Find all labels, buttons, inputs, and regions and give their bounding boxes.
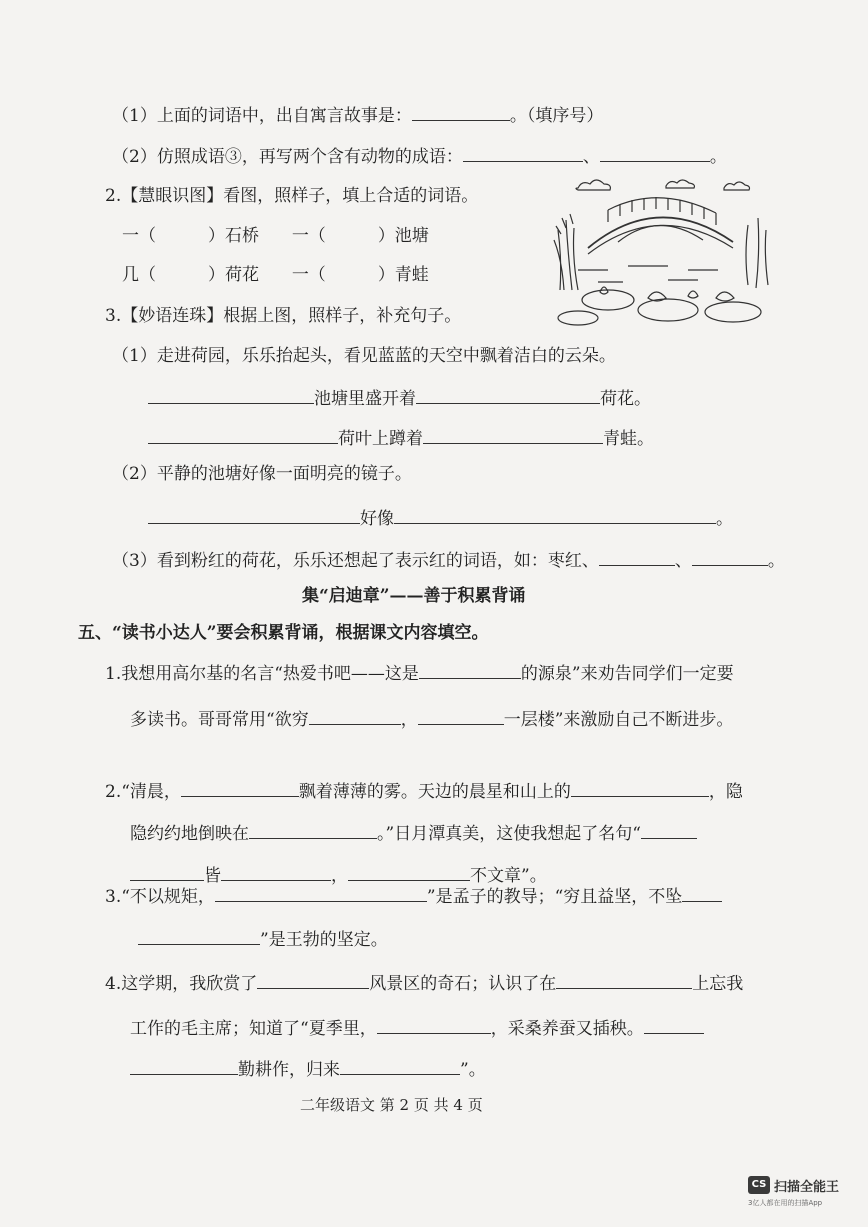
q3-s1-b-text: 荷叶上蹲着 bbox=[338, 429, 423, 449]
q5-p2-h: 不文章”。 bbox=[470, 866, 547, 886]
period: 。 bbox=[767, 551, 785, 571]
answer-blank[interactable] bbox=[556, 972, 692, 989]
page-footer: 二年级语文 第 2 页 共 4 页 bbox=[300, 1096, 483, 1114]
q5-p4-g: ”。 bbox=[460, 1060, 486, 1080]
q5-p4-a: 4.这学期，我欣赏了 bbox=[105, 974, 258, 994]
q3-example-sentence-2: （2）平静的池塘好像一面明亮的镜子。 bbox=[112, 464, 412, 484]
answer-blank[interactable] bbox=[641, 822, 697, 839]
q2-r1a-pre: 一（ bbox=[122, 226, 156, 246]
answer-blank[interactable] bbox=[130, 1058, 238, 1075]
q2-r1b-post: ）池塘 bbox=[377, 226, 429, 246]
answer-blank[interactable] bbox=[682, 885, 722, 902]
pond-bridge-illustration bbox=[548, 170, 776, 330]
answer-blank[interactable] bbox=[130, 864, 204, 881]
q3-s1-b-end: 青蛙。 bbox=[603, 429, 654, 449]
q1-item2 bbox=[112, 145, 727, 168]
answer-blank[interactable] bbox=[148, 387, 314, 404]
q3-s1-line-b bbox=[148, 427, 654, 450]
cloud-icon bbox=[724, 182, 750, 190]
answer-blank[interactable] bbox=[138, 928, 260, 945]
q5-p2-f: 皆 bbox=[204, 866, 221, 886]
q2-r1b-pre: 一（ bbox=[291, 226, 326, 246]
q1-item1 bbox=[112, 104, 603, 127]
answer-blank[interactable] bbox=[463, 145, 583, 162]
period: 。 bbox=[716, 509, 733, 529]
q5-p3-line1 bbox=[105, 885, 722, 908]
answer-blank[interactable] bbox=[148, 427, 338, 444]
answer-blank[interactable] bbox=[377, 1017, 491, 1034]
q5-p4-d: 工作的毛主席；知道了“夏季里， bbox=[130, 1019, 377, 1039]
q5-p1-e: 一层楼”来激励自己不断进步。 bbox=[503, 710, 734, 730]
period: 。 bbox=[709, 147, 727, 167]
q2-r2a-pre: 几（ bbox=[122, 265, 156, 285]
q2-r2a-post: ）荷花 bbox=[208, 265, 259, 285]
separator: 、 bbox=[582, 147, 600, 167]
q5-p2-a: 2.“清晨， bbox=[105, 782, 181, 802]
answer-blank[interactable] bbox=[600, 145, 710, 162]
q5-p1-line2 bbox=[130, 708, 733, 731]
bridge-arch bbox=[588, 217, 733, 248]
answer-blank[interactable] bbox=[309, 708, 401, 725]
q5-p4-f: 勤耕作，归来 bbox=[238, 1060, 340, 1080]
q5-p2-line3 bbox=[130, 864, 547, 887]
answer-blank[interactable] bbox=[221, 864, 331, 881]
q5-p3-b: ”是孟子的教导；“穷且益坚，不坠 bbox=[426, 887, 683, 907]
q2-r2b-post: ）青蛙 bbox=[377, 265, 429, 285]
answer-blank[interactable] bbox=[348, 864, 470, 881]
cloud-icon bbox=[666, 180, 694, 188]
q3-s1-a-text: 池塘里盛开着 bbox=[314, 389, 416, 409]
q5-p1-line1 bbox=[105, 662, 734, 685]
answer-blank[interactable] bbox=[249, 822, 377, 839]
q2-r1a-post: ）石桥 bbox=[208, 226, 259, 246]
q5-p4-b: 风景区的奇石；认识了在 bbox=[369, 974, 557, 994]
q5-p2-c: ，隐 bbox=[708, 782, 743, 802]
cloud-icon bbox=[576, 180, 610, 190]
cs-logo-icon: CS bbox=[748, 1176, 770, 1194]
q5-p2-e: 。”日月潭真美，这使我想起了名句“ bbox=[377, 824, 641, 844]
q2-title: 2.【慧眼识图】看图，照样子，填上合适的词语。 bbox=[105, 186, 479, 206]
answer-blank[interactable] bbox=[412, 104, 510, 121]
q2-r2b-pre: 一（ bbox=[291, 265, 326, 285]
watermark-name: 扫描全能王 bbox=[774, 1180, 840, 1195]
comma: ， bbox=[400, 710, 418, 730]
answer-blank[interactable] bbox=[181, 780, 299, 797]
answer-blank[interactable] bbox=[692, 549, 768, 566]
watermark-subtitle: 3亿人都在用的扫描App bbox=[748, 1199, 823, 1207]
answer-blank[interactable] bbox=[340, 1058, 460, 1075]
q2-row2 bbox=[122, 264, 429, 286]
section-heading: 集“启迪章”——善于积累背诵 bbox=[302, 586, 526, 606]
q5-p1-c: 多读书。哥哥常用“欲穷 bbox=[130, 710, 309, 730]
q5-p1-b: 的源泉”来劝告同学们一定要 bbox=[520, 664, 734, 684]
q3-s2-line bbox=[148, 507, 733, 530]
q3-s1-line-a bbox=[148, 387, 651, 410]
answer-blank[interactable] bbox=[394, 507, 716, 524]
q5-p2-b: 飘着薄薄的雾。天边的晨星和山上的 bbox=[298, 782, 571, 802]
q3-title: 3.【妙语连珠】根据上图，照样子，补充句子。 bbox=[105, 306, 462, 326]
answer-blank[interactable] bbox=[571, 780, 709, 797]
q1-item1-end: 。（填序号） bbox=[509, 106, 604, 126]
q3-s2-mid: 好像 bbox=[360, 509, 394, 529]
q3-example-sentence: （1）走进荷园，乐乐抬起头，看见蓝蓝的天空中飘着洁白的云朵。 bbox=[112, 346, 616, 366]
answer-blank[interactable] bbox=[418, 708, 504, 725]
q5-p2-line2 bbox=[130, 822, 697, 845]
q5-p2-d: 隐约约地倒映在 bbox=[130, 824, 249, 844]
answer-blank[interactable] bbox=[416, 387, 600, 404]
q5-p4-c: 上忘我 bbox=[692, 974, 744, 994]
q5-p4-line1 bbox=[105, 972, 743, 995]
answer-blank[interactable] bbox=[257, 972, 369, 989]
q5-p4-e: ，采桑养蚕又插秧。 bbox=[490, 1019, 644, 1039]
separator: 、 bbox=[674, 551, 692, 571]
answer-blank[interactable] bbox=[148, 507, 360, 524]
q1-item2-text: （2）仿照成语③，再写两个含有动物的成语： bbox=[112, 147, 463, 167]
answer-blank[interactable] bbox=[423, 427, 603, 444]
q5-p1-a: 1.我想用高尔基的名言“热爱书吧——这是 bbox=[105, 664, 419, 684]
q5-title: 五、“读书小达人”要会积累背诵，根据课文内容填空。 bbox=[78, 623, 489, 643]
q3-s3-text: （3）看到粉红的荷花，乐乐还想起了表示红的词语，如：枣红、 bbox=[112, 551, 599, 571]
answer-blank[interactable] bbox=[215, 885, 427, 902]
answer-blank[interactable] bbox=[644, 1017, 704, 1034]
q5-p2-line1 bbox=[105, 780, 743, 803]
comma: ， bbox=[331, 866, 348, 886]
answer-blank[interactable] bbox=[599, 549, 675, 566]
q5-p4-line2 bbox=[130, 1017, 704, 1040]
scanner-watermark bbox=[748, 1176, 860, 1218]
q1-item1-text: （1）上面的词语中，出自寓言故事是： bbox=[112, 106, 412, 126]
answer-blank[interactable] bbox=[419, 662, 521, 679]
q2-row1 bbox=[122, 225, 429, 247]
q5-p3-line2 bbox=[138, 928, 388, 951]
q5-p3-a: 3.“不以规矩， bbox=[105, 887, 215, 907]
q3-s1-a-end: 荷花。 bbox=[600, 389, 651, 409]
q3-s3-line bbox=[112, 549, 785, 572]
frog-icon bbox=[716, 292, 734, 301]
q5-p4-line3 bbox=[130, 1058, 486, 1081]
q5-p3-c: ”是王勃的坚定。 bbox=[260, 930, 388, 950]
